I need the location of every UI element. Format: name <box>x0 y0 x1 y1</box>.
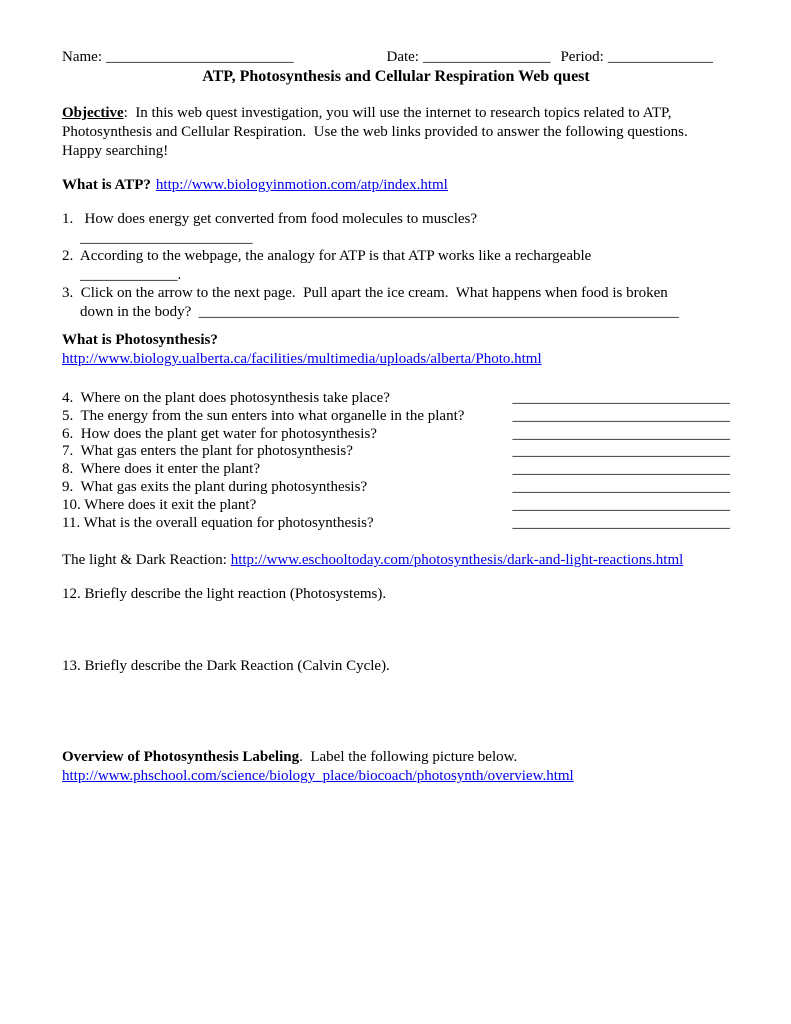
objective-line-1: In this web quest investigation, you will use the internet to research topics related to ATP, <box>135 105 672 121</box>
question-7 <box>62 443 730 461</box>
atp-question-list <box>62 210 730 321</box>
name-blank: _________________________ <box>105 49 294 65</box>
answer-blank: _______________________ <box>80 229 253 246</box>
question-11 <box>62 515 730 533</box>
answer-blank: _____________________________ <box>512 514 730 531</box>
question-3-text: 3. Click on the arrow to the next page. Pull apart the ice cream. What happens when food is broken <box>62 285 668 301</box>
question-13: 13. Briefly describe the Dark Reaction (Calvin Cycle). <box>62 658 390 675</box>
question-6-text: 6. How does the plant get water for photosynthesis? <box>62 425 377 442</box>
answer-blank: _____________________________ <box>512 390 730 406</box>
period-blank: ______________ <box>607 49 713 65</box>
atp-link[interactable]: http://www.biologyinmotion.com/atp/index.html <box>155 177 448 193</box>
question-11-text: 11. What is the overall equation for photosynthesis? <box>62 514 374 531</box>
question-3-text-2: down in the body? <box>80 303 199 320</box>
overview-heading: Overview of Photosynthesis Labeling <box>62 749 300 766</box>
question-5-text: 5. The energy from the sun enters into what organelle in the plant? <box>62 407 465 424</box>
light-dark-label: The light & Dark Reaction: <box>62 552 231 569</box>
header-row <box>62 48 730 67</box>
objective-separator: : <box>123 105 136 121</box>
answer-blank: _____________________________ <box>512 407 730 424</box>
question-5 <box>62 408 730 426</box>
date-field <box>386 48 550 67</box>
question-10 <box>62 497 730 515</box>
overview-link[interactable]: http://www.phschool.com/science/biology_place/biocoach/photosynth/overview.html <box>62 768 574 785</box>
objective-line-3: Happy searching! <box>62 143 169 159</box>
question-2 <box>62 247 730 284</box>
question-6 <box>62 426 730 444</box>
question-1-text: 1. How does energy get converted from food molecules to muscles? <box>62 211 478 227</box>
question-1 <box>62 210 730 247</box>
photosynthesis-section-heading-line <box>62 331 730 369</box>
date-blank: _________________ <box>422 49 551 65</box>
question-2-text: 2. According to the webpage, the analogy for ATP is that ATP works like a rechargeable <box>62 248 592 264</box>
name-field <box>62 48 293 67</box>
question-9 <box>62 479 730 497</box>
question-8 <box>62 461 730 479</box>
answer-blank: _____________________________ <box>512 496 730 513</box>
name-label: Name: <box>62 49 102 65</box>
photosynthesis-question-list <box>62 390 730 532</box>
answer-blank: _____________________________ <box>512 425 730 442</box>
atp-section-heading-line <box>62 176 730 195</box>
objective-paragraph <box>62 104 730 161</box>
photosynthesis-link[interactable]: http://www.biology.ualberta.ca/facilities/multimedia/uploads/alberta/Photo.html <box>62 351 542 367</box>
overview-instruction: . Label the following picture below. <box>299 749 518 766</box>
light-dark-section-heading-line <box>62 551 730 570</box>
atp-section-heading: What is ATP? <box>62 177 151 193</box>
question-4-text: 4. Where on the plant does photosynthesis take place? <box>62 390 390 406</box>
answer-blank: _____________________________ <box>512 443 730 460</box>
objective-line-2: Photosynthesis and Cellular Respiration. Use the web links provided to answer the following questions. <box>62 124 688 140</box>
photosynthesis-section-heading: What is Photosynthesis? <box>62 332 218 348</box>
objective-label: Objective <box>62 105 124 121</box>
question-9-text: 9. What gas exits the plant during photosynthesis? <box>62 478 368 495</box>
answer-blank: _____________________________ <box>512 478 730 495</box>
answer-blank: _____________________________ <box>512 461 730 478</box>
overview-section <box>62 748 730 786</box>
question-10-text: 10. Where does it exit the plant? <box>62 496 257 513</box>
light-dark-link[interactable]: http://www.eschooltoday.com/photosynthesis/dark-and-light-reactions.html <box>230 552 684 569</box>
period-field <box>560 48 712 67</box>
question-8-text: 8. Where does it enter the plant? <box>62 461 260 478</box>
date-label: Date: <box>386 49 419 65</box>
period-label: Period: <box>560 49 604 65</box>
answer-blank: ________________________________________________________________ <box>198 303 679 320</box>
question-4 <box>62 390 730 408</box>
document-title: ATP, Photosynthesis and Cellular Respiration Web quest <box>202 68 590 85</box>
answer-blank: _____________. <box>80 266 182 283</box>
question-12: 12. Briefly describe the light reaction (Photosystems). <box>62 586 387 603</box>
question-7-text: 7. What gas enters the plant for photosynthesis? <box>62 443 353 460</box>
question-3 <box>62 284 730 321</box>
